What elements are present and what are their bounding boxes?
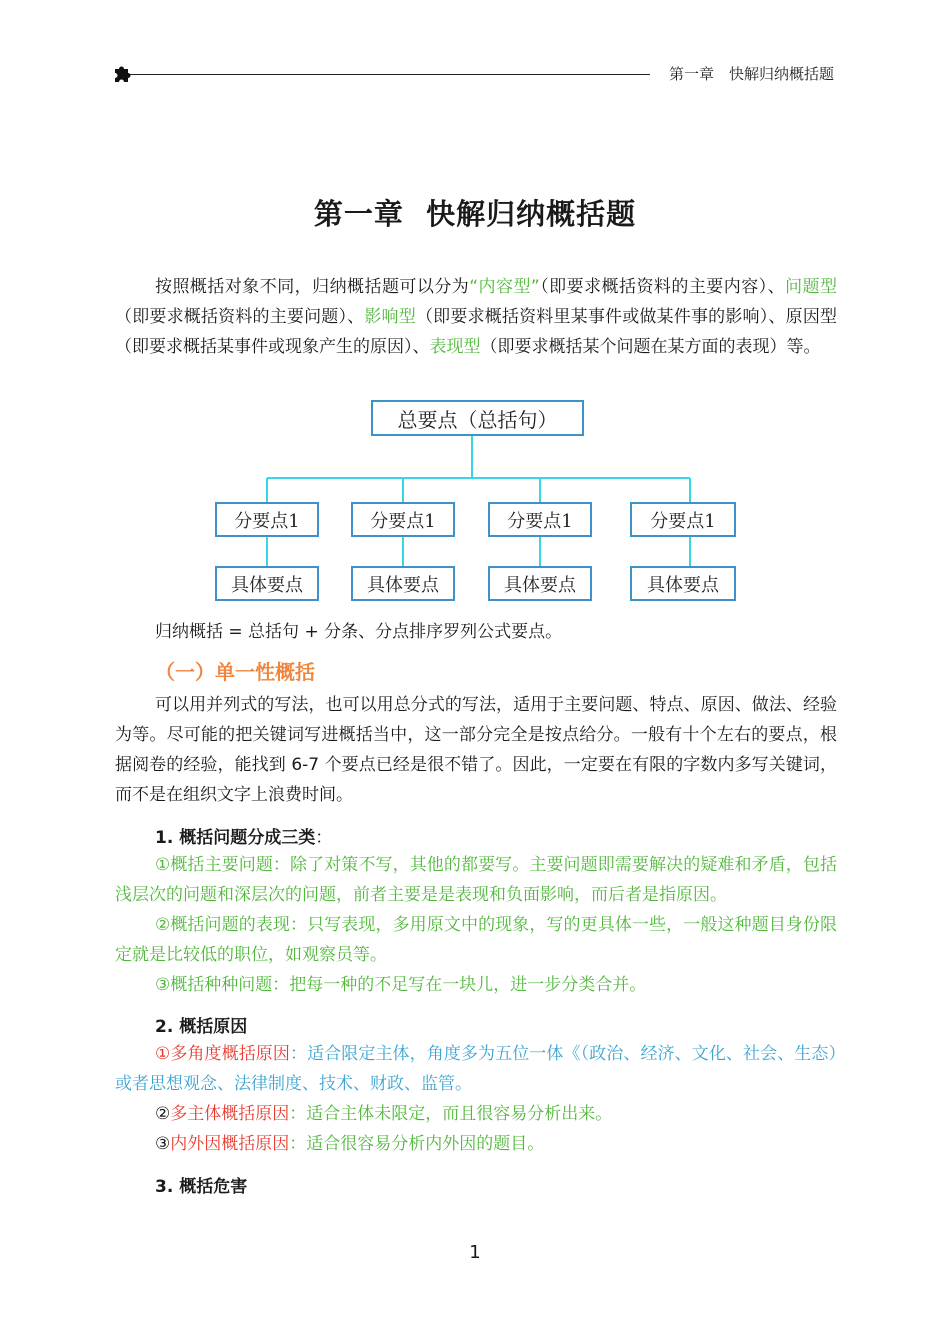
item1-point-c: ③概括种种问题：把每一种的不足写在一块儿，进一步分类合并。 bbox=[155, 975, 647, 995]
page-number: 1 bbox=[469, 1242, 481, 1263]
item3-heading: 3. 概括危害 bbox=[155, 1177, 248, 1197]
section-body: 可以用并列式的写法，也可以用总分式的写法，适用于主要问题、特点、原因、做法、经验为等。尽可能的把关键词写进概括当中，这一部分完全是按点给分。一般有十个左右的要点，根据阅卷的经验，能找到 6-7 个要点已经是很不错了。因此，一定要在有限的字数内多写关键词，而不是在组织文字上浪费时间。 bbox=[115, 695, 837, 805]
item2-c-label: 内外因概括原因 bbox=[170, 1134, 290, 1154]
root-node: 总要点（总括句） bbox=[371, 400, 584, 436]
intro-text-1: 按照概括对象不同，归纳概括题可以分为 bbox=[155, 277, 470, 297]
branch-node-4: 分要点1 bbox=[630, 502, 736, 537]
item2-c-text: ：适合很容易分析内外因的题目。 bbox=[289, 1134, 545, 1154]
item1-point-b: ②概括问题的表现：只写表现，多用原文中的现象，写的更具体一些，一般这种题目身份限定就是比较低的职位，如观察员等。 bbox=[115, 915, 837, 965]
item1-heading-colon: ： bbox=[315, 828, 333, 848]
intro-type-impact: 影响型 bbox=[364, 307, 416, 327]
section-title: （一）单一性概括 bbox=[155, 660, 315, 684]
item2-point-a bbox=[115, 1039, 837, 1099]
formula-line: 归纳概括 = 总括句 + 分条、分点排序罗列公式要点。 bbox=[155, 622, 563, 642]
intro-text-4: （即要求概括资料里某事件或做某件事的影响）、原因型（即要求概括某事件或现象产生的原因）、 bbox=[115, 307, 838, 357]
header-puzzle-icon bbox=[112, 64, 132, 84]
intro-type-problem: 问题型 bbox=[785, 277, 838, 297]
item1-point-a: ①概括主要问题：除了对策不写，其他的都要写。主要问题即需要解决的疑难和矛盾，包括浅层次的问题和深层次的问题，前者主要是是表现和负面影响，而后者是指原因。 bbox=[115, 855, 837, 905]
item2-heading: 2. 概括原因 bbox=[155, 1017, 248, 1037]
intro-paragraph bbox=[115, 272, 837, 362]
branch-node-3: 分要点1 bbox=[488, 502, 592, 537]
item2-b-num: ② bbox=[155, 1104, 171, 1124]
leaf-node-3: 具体要点 bbox=[488, 566, 592, 601]
intro-type-manifestation: 表现型 bbox=[429, 337, 481, 357]
header-rule bbox=[130, 74, 650, 75]
item2-point-b bbox=[155, 1099, 612, 1129]
intro-text-2: （即要求概括资料的主要内容）、 bbox=[539, 277, 786, 297]
chapter-title: 第一章 快解归纳概括题 bbox=[313, 197, 637, 231]
leaf-node-2: 具体要点 bbox=[351, 566, 455, 601]
item2-c-num: ③ bbox=[155, 1134, 171, 1154]
leaf-node-1: 具体要点 bbox=[215, 566, 319, 601]
header-title: 第一章 快解归纳概括题 bbox=[668, 65, 834, 83]
item2-a-label: ①多角度概括原因 bbox=[155, 1044, 290, 1064]
item2-b-label: 多主体概括原因 bbox=[170, 1104, 290, 1124]
item1-heading bbox=[155, 823, 332, 848]
item2-a-text: ：适合限定主体，角度多为五位一体《（政治、经济、文化、社会、生态）或者思想观念、法律制度、技术、财政、监管。 bbox=[115, 1044, 837, 1094]
intro-text-5: （即要求概括某个问题在某方面的表现）等。 bbox=[480, 337, 821, 357]
intro-text-3: （即要求概括资料的主要问题）、 bbox=[115, 307, 365, 327]
item1-heading-text: 1. 概括问题分成三类 bbox=[155, 828, 316, 848]
branch-node-1: 分要点1 bbox=[215, 502, 319, 537]
leaf-node-4: 具体要点 bbox=[630, 566, 736, 601]
branch-node-2: 分要点1 bbox=[351, 502, 455, 537]
summary-tree-diagram bbox=[210, 398, 740, 608]
intro-type-content: “内容型” bbox=[469, 277, 540, 297]
item2-point-c bbox=[155, 1129, 544, 1159]
item2-b-text: ：适合主体未限定，而且很容易分析出来。 bbox=[289, 1104, 613, 1124]
